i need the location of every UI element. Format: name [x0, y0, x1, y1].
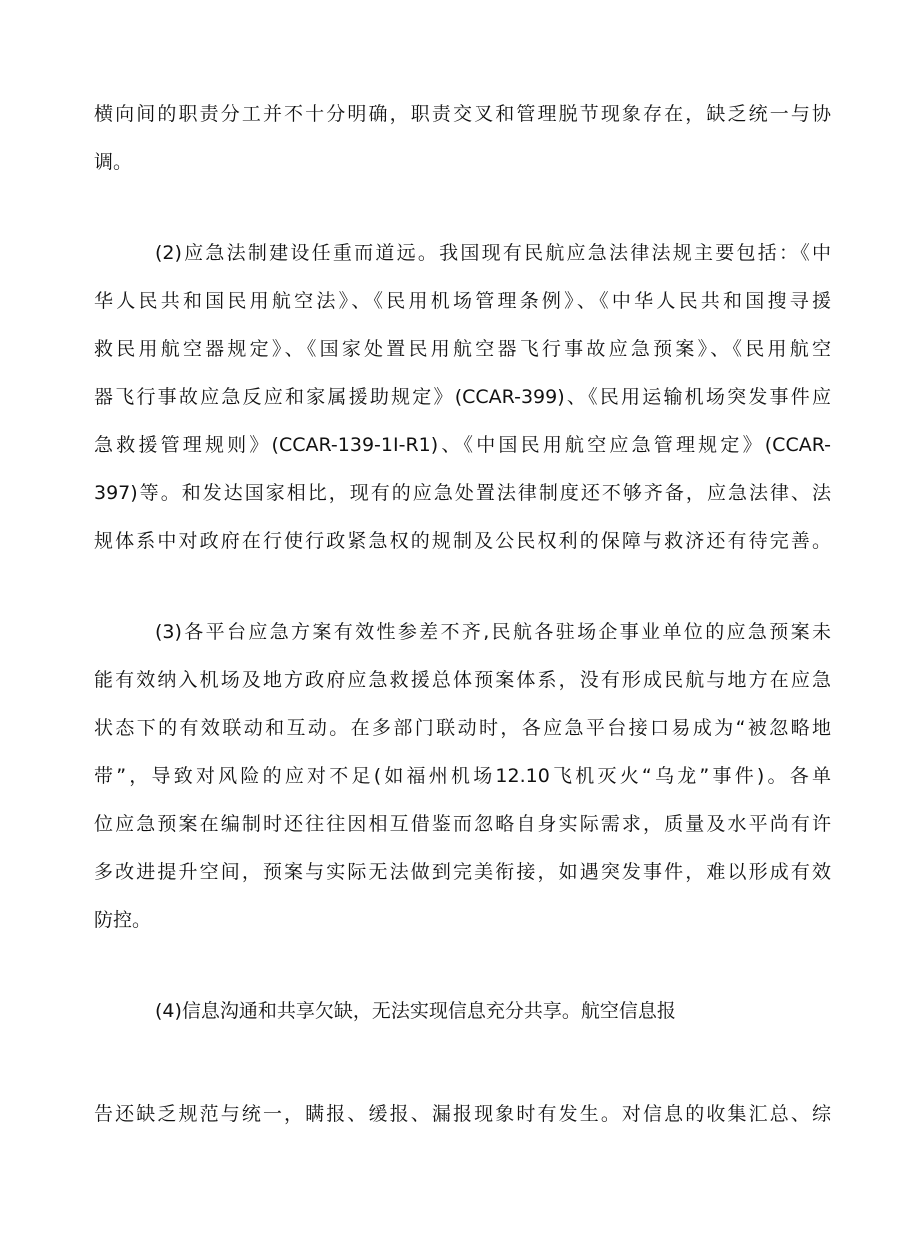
text-line: 状态下的有效联动和互动。在多部门联动时，各应急平台接口易成为“被忽略地 [94, 717, 831, 739]
text-line: 华人民共和国民用航空法》、《民用机场管理条例》、《中华人民共和国搜寻援 [94, 290, 831, 312]
text-line: 器飞行事故应急反应和家属援助规定》(CCAR-399)、《民用运输机场突发事件应 [94, 386, 831, 408]
text-line: 多改进提升空间，预案与实际无法做到完美衔接，如遇突发事件，难以形成有效 [94, 861, 831, 883]
text-line: 急救援管理规则》(CCAR-139-1I-R1)、《中国民用航空应急管理规定》(CCAR- [94, 434, 831, 456]
text-line: 告还缺乏规范与统一，瞒报、缓报、漏报现象时有发生。对信息的收集汇总、综 [94, 1103, 831, 1125]
text-line: 调。 [94, 151, 133, 173]
paragraph-3-first-line: (3)各平台应急方案有效性参差不齐,民航各驻场企事业单位的应急预案未 [155, 621, 831, 643]
text-line: 横向间的职责分工并不十分明确，职责交叉和管理脱节现象存在，缺乏统一与协 [94, 103, 831, 125]
paragraph-2-first-line: (2)应急法制建设任重而道远。我国现有民航应急法律法规主要包括：《中 [155, 242, 831, 264]
text-line: 防控。 [94, 909, 152, 931]
text-line: 规体系中对政府在行使行政紧急权的规制及公民权利的保障与救济还有待完善。 [94, 530, 831, 552]
text-line: 带”，导致对风险的应对不足(如福州机场12.10飞机灭火“乌龙”事件)。各单 [94, 765, 831, 787]
text-line: 能有效纳入机场及地方政府应急救援总体预案体系，没有形成民航与地方在应急 [94, 669, 831, 691]
text-line: 397)等。和发达国家相比，现有的应急处置法律制度还不够齐备，应急法律、法 [94, 482, 831, 504]
paragraph-4-first-line: (4)信息沟通和共享欠缺，无法实现信息充分共享。航空信息报 [155, 1000, 676, 1022]
text-line: 救民用航空器规定》、《国家处置民用航空器飞行事故应急预案》、《民用航空 [94, 338, 831, 360]
text-line: 位应急预案在编制时还往往因相互借鉴而忽略自身实际需求，质量及水平尚有许 [94, 813, 831, 835]
